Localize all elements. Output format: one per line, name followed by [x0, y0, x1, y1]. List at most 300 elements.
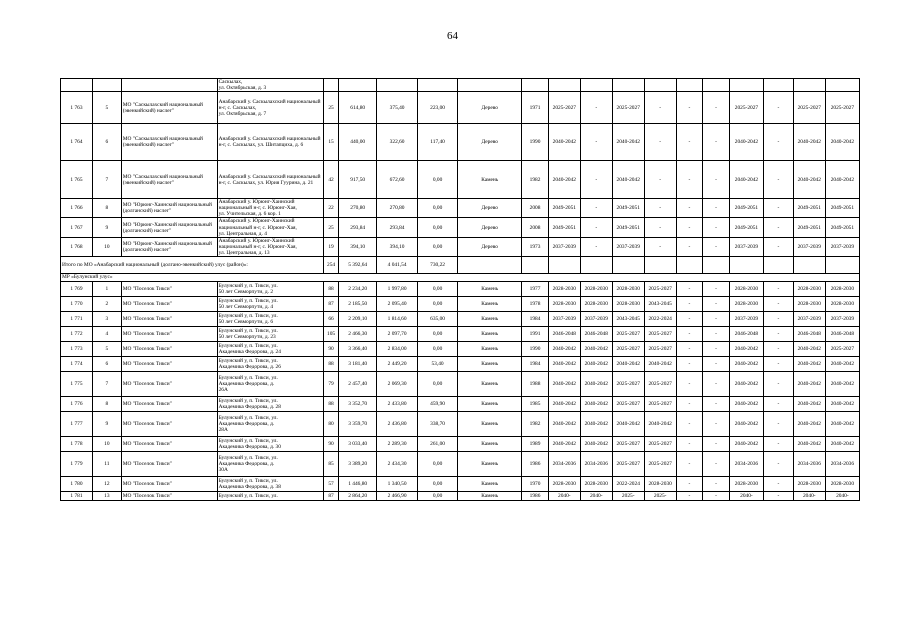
period-cell: 2037-2039 — [729, 312, 763, 327]
period-cell: 2040-2042 — [793, 412, 825, 437]
nonliving-area-cell: 635,00 — [417, 312, 457, 327]
living-area-cell: 2 434,30 — [377, 452, 417, 477]
total-area-cell: 614,80 — [339, 92, 377, 124]
year-cell: 1984 — [522, 357, 549, 372]
municipality-cell: МО "Поселок Тикси" — [121, 492, 217, 501]
table-row — [61, 477, 860, 492]
living-area-cell: 2 095,40 — [377, 297, 417, 312]
municipality-cell: МО "Поселок Тикси" — [121, 282, 217, 297]
nonliving-area-cell: 223,00 — [417, 92, 457, 124]
period-cell: 2034-2036 — [825, 452, 859, 477]
row-number-cell: 6 — [92, 357, 121, 372]
year-cell: 1986 — [522, 452, 549, 477]
address-cell: Булунский у, п. Тикси, ул. 50 лет Севморпути, д. 2 — [217, 282, 324, 297]
period-cell: - — [676, 357, 703, 372]
period-cell: - — [703, 92, 730, 124]
period-cell: 2040-2042 — [580, 412, 612, 437]
address-cell: Булунский у, п. Тикси, ул. 50 лет Севморпути, д. 6 — [217, 312, 324, 327]
period-cell: 2040- — [729, 492, 763, 501]
period-cell: 2025-2027 — [825, 342, 859, 357]
address-cell: Булунский у, п. Тикси, ул. Академика Федорова, д. 30 — [217, 437, 324, 452]
period-cell: 2049-2051 — [825, 218, 859, 237]
period-cell: - — [703, 199, 730, 218]
living-area-cell: 375,40 — [377, 92, 417, 124]
table-row — [61, 397, 860, 412]
period-cell: 2025- — [612, 492, 644, 501]
address-cell: Анабарский у. Саскылахский национальный н-г, с. Саскылах, ул. Октябрьская, д. 7 — [217, 92, 324, 124]
period-cell: - — [703, 161, 730, 199]
wall-material-cell: Камень — [458, 297, 522, 312]
period-cell: - — [703, 452, 730, 477]
period-cell: - — [676, 237, 703, 256]
period-cell: - — [676, 327, 703, 342]
table-row — [61, 452, 860, 477]
row-number-cell: 11 — [92, 452, 121, 477]
period-cell: 2046-2048 — [825, 327, 859, 342]
address-cell: Анабарский у. Юрюнг-Хаинский национальный н-г, с. Юрюнг-Хая, ул. Учительская, д. 6 кор. 1 — [217, 199, 324, 218]
table-row — [61, 412, 860, 437]
year-cell: 2008 — [522, 199, 549, 218]
address-cell: Булунский у, п. Тикси, ул. Академика Федорова, д. 30А — [217, 452, 324, 477]
municipality-cell: МО "Поселок Тикси" — [121, 327, 217, 342]
apartments-cell: 90 — [324, 342, 339, 357]
empty-cell — [703, 257, 730, 274]
year-cell: 1991 — [522, 327, 549, 342]
living-area-cell: 2 289,30 — [377, 437, 417, 452]
period-cell: - — [580, 199, 612, 218]
municipality-cell: МО "Саскылахский национальный (эвенкийский) наслег" — [121, 92, 217, 124]
total-area-cell: 3 181,40 — [339, 357, 377, 372]
period-cell: 2040-2042 — [729, 357, 763, 372]
wall-material-cell: Дерево — [458, 237, 522, 256]
wall-material-cell: Камень — [458, 282, 522, 297]
period-cell: 2040- — [825, 492, 859, 501]
empty-cell — [644, 257, 676, 274]
period-cell: - — [676, 312, 703, 327]
table-row — [61, 357, 860, 372]
period-cell: 2040-2042 — [825, 357, 859, 372]
period-cell: - — [676, 92, 703, 124]
period-cell: 2034-2036 — [548, 452, 580, 477]
row-number-cell: 12 — [92, 477, 121, 492]
period-cell: - — [763, 92, 793, 124]
period-cell: 2028-2030 — [644, 477, 676, 492]
period-cell: 2037-2039 — [612, 237, 644, 256]
period-cell: - — [763, 412, 793, 437]
period-cell: 2040-2042 — [729, 372, 763, 397]
period-cell: 2037-2039 — [548, 237, 580, 256]
period-cell: - — [703, 312, 730, 327]
wall-material-cell: Камень — [458, 452, 522, 477]
row-id-cell: 1 767 — [61, 218, 93, 237]
period-cell: - — [703, 297, 730, 312]
period-cell: 2037-2039 — [729, 237, 763, 256]
period-cell: - — [763, 437, 793, 452]
period-cell: 2037-2039 — [825, 312, 859, 327]
wall-material-cell: Камень — [458, 437, 522, 452]
period-cell: 2040-2042 — [612, 357, 644, 372]
municipality-cell: МО "Юрюнг-Хаинский национальный (долганский) наслег" — [121, 237, 217, 256]
apartments-cell: 25 — [324, 92, 339, 124]
period-cell: - — [580, 92, 612, 124]
row-number-cell: 13 — [92, 492, 121, 501]
period-cell: 2049-2051 — [793, 218, 825, 237]
year-cell: 1986 — [522, 492, 549, 501]
period-cell: 2046-2048 — [729, 327, 763, 342]
period-cell: 2028-2030 — [548, 477, 580, 492]
table-row — [61, 282, 860, 297]
table-row-fragment — [61, 79, 860, 92]
table-row — [61, 124, 860, 161]
period-cell: - — [644, 237, 676, 256]
period-cell: - — [676, 452, 703, 477]
municipality-cell: МО "Поселок Тикси" — [121, 452, 217, 477]
period-cell: 2040- — [793, 492, 825, 501]
apartments-cell: 25 — [324, 218, 339, 237]
nonliving-area-cell: 0,00 — [417, 297, 457, 312]
total-value-cell: 4 041,54 — [377, 257, 417, 274]
nonliving-area-cell: 0,00 — [417, 372, 457, 397]
row-number-cell: 9 — [92, 218, 121, 237]
empty-cell — [580, 257, 612, 274]
period-cell: 2022-2024 — [644, 312, 676, 327]
period-cell: 2043-2045 — [644, 297, 676, 312]
living-area-cell: 1 340,50 — [377, 477, 417, 492]
living-area-cell: 394,10 — [377, 237, 417, 256]
total-area-cell: 293,84 — [339, 218, 377, 237]
empty-cell — [548, 257, 580, 274]
period-cell: 2040-2042 — [793, 342, 825, 357]
period-cell: 2037-2039 — [793, 237, 825, 256]
apartments-cell: 85 — [324, 452, 339, 477]
table-row — [61, 372, 860, 397]
apartments-cell: 88 — [324, 397, 339, 412]
period-cell: - — [676, 492, 703, 501]
period-cell: 2028-2030 — [548, 297, 580, 312]
total-value-cell: 254 — [324, 257, 339, 274]
wall-material-cell: Дерево — [458, 199, 522, 218]
total-row — [61, 257, 860, 274]
municipality-cell: МО "Поселок Тикси" — [121, 357, 217, 372]
period-cell: 2028-2030 — [612, 297, 644, 312]
total-value-cell: 5 392,64 — [339, 257, 377, 274]
apartments-cell: 79 — [324, 372, 339, 397]
period-cell: 2028-2030 — [793, 477, 825, 492]
period-cell: 2040-2042 — [548, 161, 580, 199]
total-area-cell: 3 352,70 — [339, 397, 377, 412]
period-cell: 2040-2042 — [793, 397, 825, 412]
row-id-cell: 1 772 — [61, 327, 93, 342]
period-cell: 2028-2030 — [825, 297, 859, 312]
year-cell: 1988 — [522, 372, 549, 397]
period-cell: 2040-2042 — [644, 412, 676, 437]
row-id-cell: 1 765 — [61, 161, 93, 199]
period-cell: - — [763, 372, 793, 397]
period-cell: 2025- — [644, 492, 676, 501]
housing-table — [60, 78, 860, 501]
row-id-cell: 1 764 — [61, 124, 93, 161]
row-number-cell: 7 — [92, 372, 121, 397]
row-id-cell: 1 763 — [61, 92, 93, 124]
wall-material-cell: Камень — [458, 477, 522, 492]
period-cell: 2025-2027 — [644, 437, 676, 452]
empty-cell — [763, 257, 793, 274]
municipality-cell: МО "Поселок Тикси" — [121, 477, 217, 492]
period-cell: - — [703, 397, 730, 412]
period-cell: 2037-2039 — [548, 312, 580, 327]
period-cell: 2040-2042 — [825, 412, 859, 437]
period-cell: - — [763, 161, 793, 199]
row-number-cell: 1 — [92, 282, 121, 297]
period-cell: 2049-2051 — [612, 199, 644, 218]
period-cell: - — [763, 357, 793, 372]
row-id-cell: 1 774 — [61, 357, 93, 372]
period-cell: 2040-2042 — [612, 161, 644, 199]
period-cell: - — [644, 218, 676, 237]
period-cell: 2049-2051 — [548, 199, 580, 218]
address-cell: Булунский у, п. Тикси, ул. 50 лет Севморпути, д. 4 — [217, 297, 324, 312]
period-cell: 2049-2051 — [729, 218, 763, 237]
period-cell: 2028-2030 — [580, 282, 612, 297]
row-id-cell: 1 775 — [61, 372, 93, 397]
municipality-cell: МО "Поселок Тикси" — [121, 412, 217, 437]
period-cell: - — [676, 161, 703, 199]
year-cell: 1990 — [522, 124, 549, 161]
period-cell: - — [676, 437, 703, 452]
empty-cell — [676, 257, 703, 274]
period-cell: 2049-2051 — [729, 199, 763, 218]
wall-material-cell: Камень — [458, 327, 522, 342]
period-cell: 2028-2030 — [793, 282, 825, 297]
period-cell: - — [763, 297, 793, 312]
period-cell: 2040-2042 — [825, 124, 859, 161]
row-number-cell: 5 — [92, 342, 121, 357]
apartments-cell: 42 — [324, 161, 339, 199]
wall-material-cell: Камень — [458, 312, 522, 327]
period-cell: - — [703, 282, 730, 297]
nonliving-area-cell: 0,00 — [417, 477, 457, 492]
row-id-cell: 1 776 — [61, 397, 93, 412]
period-cell: - — [676, 372, 703, 397]
nonliving-area-cell: 0,00 — [417, 199, 457, 218]
year-cell: 1977 — [522, 282, 549, 297]
period-cell: - — [676, 218, 703, 237]
total-area-cell: 2 185,50 — [339, 297, 377, 312]
total-area-cell: 270,80 — [339, 199, 377, 218]
wall-material-cell: Камень — [458, 492, 522, 501]
wall-material-cell: Камень — [458, 397, 522, 412]
period-cell: 2025-2027 — [644, 397, 676, 412]
row-id-cell: 1 777 — [61, 412, 93, 437]
nonliving-area-cell: 0,00 — [417, 342, 457, 357]
address-cell: Булунский у, п. Тикси, ул. 50 лет Севморпути, д. 23 — [217, 327, 324, 342]
apartments-cell: 88 — [324, 357, 339, 372]
period-cell: 2040-2042 — [825, 437, 859, 452]
period-cell: - — [644, 92, 676, 124]
period-cell: 2025-2027 — [612, 397, 644, 412]
period-cell: 2025-2027 — [644, 372, 676, 397]
period-cell: - — [763, 397, 793, 412]
page-number: 64 — [447, 30, 458, 42]
period-cell: - — [676, 297, 703, 312]
nonliving-area-cell: 338,70 — [417, 412, 457, 437]
total-area-cell: 3 359,70 — [339, 412, 377, 437]
apartments-cell: 66 — [324, 312, 339, 327]
municipality-cell: МО "Поселок Тикси" — [121, 437, 217, 452]
period-cell: 2037-2039 — [825, 237, 859, 256]
total-label: Итого по МО «Анабарский национальный (долгано-эвенкийский) улус (район)»: — [61, 257, 324, 274]
total-area-cell: 440,00 — [339, 124, 377, 161]
period-cell: 2040-2042 — [793, 437, 825, 452]
empty-cell — [729, 257, 763, 274]
municipality-cell: МО "Юрюнг-Хаинский национальный (долганский) наслег" — [121, 199, 217, 218]
period-cell: 2040-2042 — [548, 437, 580, 452]
period-cell: - — [580, 124, 612, 161]
period-cell: - — [644, 161, 676, 199]
period-cell: - — [703, 218, 730, 237]
period-cell: 2046-2048 — [580, 327, 612, 342]
address-cell: Анабарский у. Саскылахский национальный н-г, с. Саскылах, ул. Юрия Гуурина, д. 21 — [217, 161, 324, 199]
row-id-cell: 1 769 — [61, 282, 93, 297]
period-cell: - — [676, 342, 703, 357]
table-row — [61, 161, 860, 199]
table-row — [61, 492, 860, 501]
apartments-cell: 19 — [324, 237, 339, 256]
period-cell: 2028-2030 — [793, 297, 825, 312]
address-cell: Булунский у, п. Тикси, ул. Академика Федорова, д. 24 — [217, 342, 324, 357]
period-cell: - — [763, 237, 793, 256]
apartments-cell: 57 — [324, 477, 339, 492]
total-area-cell: 3 389,20 — [339, 452, 377, 477]
wall-material-cell: Дерево — [458, 124, 522, 161]
row-id-cell: 1 779 — [61, 452, 93, 477]
period-cell: - — [676, 124, 703, 161]
period-cell: 2040-2042 — [548, 124, 580, 161]
period-cell: 2049-2051 — [825, 199, 859, 218]
table-row — [61, 437, 860, 452]
period-cell: - — [763, 327, 793, 342]
living-area-cell: 1 997,80 — [377, 282, 417, 297]
row-id-cell: 1 780 — [61, 477, 93, 492]
wall-material-cell: Камень — [458, 161, 522, 199]
address-cell: Анабарский у. Саскылахский национальный н-г, с. Саскылах, ул. Шитапциха, д. 6 — [217, 124, 324, 161]
period-cell: - — [703, 477, 730, 492]
municipality-cell: МО "Поселок Тикси" — [121, 312, 217, 327]
total-area-cell: 3 366,40 — [339, 342, 377, 357]
period-cell: 2025-2027 — [793, 92, 825, 124]
wall-material-cell: Камень — [458, 412, 522, 437]
period-cell: - — [644, 124, 676, 161]
period-cell: 2040-2042 — [580, 397, 612, 412]
period-cell: 2049-2051 — [793, 199, 825, 218]
living-area-cell: 2 097,70 — [377, 327, 417, 342]
empty-cell — [793, 257, 825, 274]
municipality-cell: МО "Поселок Тикси" — [121, 397, 217, 412]
address-cell: Булунский у, п. Тикси, ул. Академика Федорова, д. 28А — [217, 412, 324, 437]
period-cell: 2025-2027 — [644, 452, 676, 477]
period-cell: 2034-2036 — [729, 452, 763, 477]
total-area-cell: 2 864,20 — [339, 492, 377, 501]
wall-material-cell: Дерево — [458, 218, 522, 237]
apartments-cell: 87 — [324, 297, 339, 312]
period-cell: - — [763, 282, 793, 297]
period-cell: 2040-2042 — [729, 124, 763, 161]
row-number-cell: 5 — [92, 92, 121, 124]
row-id-cell: 1 781 — [61, 492, 93, 501]
address-cell: Анабарский у. Юрюнг-Хаинский национальный н-г, с. Юрюнг-Хая, ул. Центральная, д. 4 — [217, 218, 324, 237]
table-row — [61, 312, 860, 327]
row-number-cell: 8 — [92, 199, 121, 218]
municipality-cell: МО "Саскылахский национальный (эвенкийский) наслег" — [121, 161, 217, 199]
period-cell: - — [763, 312, 793, 327]
period-cell: - — [763, 342, 793, 357]
period-cell: 2034-2036 — [580, 452, 612, 477]
period-cell: - — [703, 437, 730, 452]
period-cell: 2049-2051 — [548, 218, 580, 237]
year-cell: 2008 — [522, 218, 549, 237]
period-cell: 2028-2030 — [729, 282, 763, 297]
living-area-cell: 322,60 — [377, 124, 417, 161]
nonliving-area-cell: 0,00 — [417, 452, 457, 477]
living-area-cell: 270,80 — [377, 199, 417, 218]
period-cell: 2025-2027 — [612, 327, 644, 342]
section-row — [61, 274, 860, 282]
year-cell: 1978 — [522, 297, 549, 312]
period-cell: 2040-2042 — [644, 357, 676, 372]
period-cell: 2040-2042 — [580, 342, 612, 357]
period-cell: 2028-2030 — [580, 297, 612, 312]
period-cell: - — [763, 124, 793, 161]
row-number-cell: 9 — [92, 412, 121, 437]
period-cell: 2025-2027 — [644, 327, 676, 342]
period-cell: 2025-2027 — [612, 437, 644, 452]
row-number-cell: 4 — [92, 327, 121, 342]
empty-cell — [458, 257, 522, 274]
total-area-cell: 2 209,10 — [339, 312, 377, 327]
address-cell: Саскылах, ул. Октябрьская, д. 3 — [217, 79, 324, 92]
period-cell: 2040-2042 — [548, 372, 580, 397]
nonliving-area-cell: 0,00 — [417, 282, 457, 297]
period-cell: 2028-2030 — [825, 477, 859, 492]
period-cell: 2046-2048 — [793, 327, 825, 342]
nonliving-area-cell: 0,00 — [417, 237, 457, 256]
period-cell: 2040- — [548, 492, 580, 501]
period-cell: 2046-2048 — [548, 327, 580, 342]
period-cell: - — [703, 237, 730, 256]
row-number-cell: 7 — [92, 161, 121, 199]
empty-cell — [825, 257, 859, 274]
period-cell: 2034-2036 — [793, 452, 825, 477]
apartments-cell: 15 — [324, 124, 339, 161]
row-number-cell: 3 — [92, 312, 121, 327]
period-cell: - — [703, 327, 730, 342]
total-area-cell: 394,10 — [339, 237, 377, 256]
period-cell: 2037-2039 — [580, 312, 612, 327]
living-area-cell: 2 449,20 — [377, 357, 417, 372]
period-cell: 2040-2042 — [729, 342, 763, 357]
year-cell: 1990 — [522, 342, 549, 357]
period-cell: 2040-2042 — [793, 357, 825, 372]
apartments-cell: 90 — [324, 437, 339, 452]
period-cell: 2049-2051 — [612, 218, 644, 237]
period-cell: 2025-2027 — [612, 92, 644, 124]
living-area-cell: 2 834,00 — [377, 342, 417, 357]
municipality-cell: МО "Поселок Тикси" — [121, 372, 217, 397]
period-cell: 2028-2030 — [580, 477, 612, 492]
period-cell: 2040-2042 — [729, 412, 763, 437]
row-id-cell: 1 768 — [61, 237, 93, 256]
period-cell: 2040-2042 — [825, 372, 859, 397]
